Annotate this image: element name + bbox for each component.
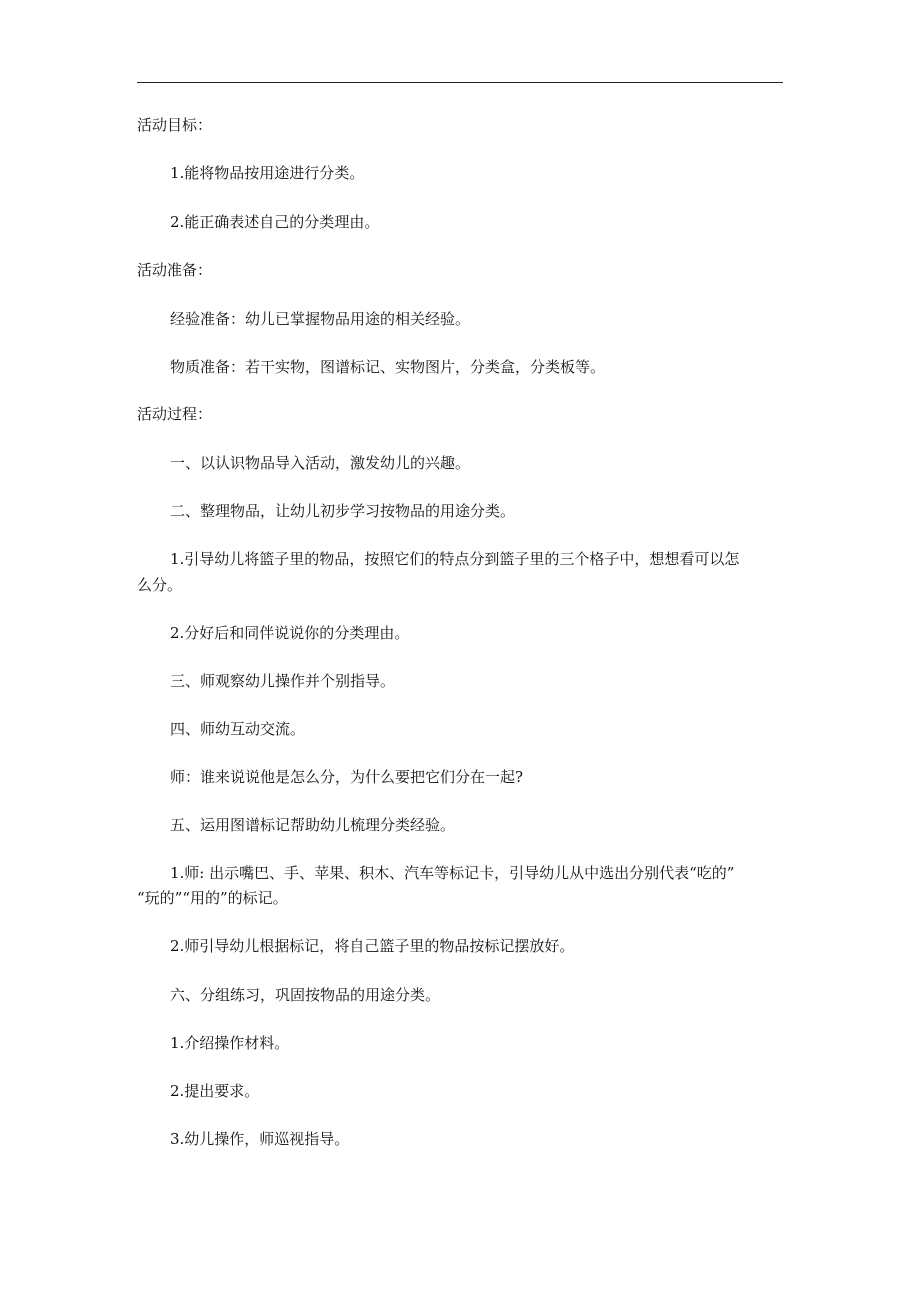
paragraph: 物质准备：若干实物，图谱标记、实物图片，分类盒，分类板等。: [170, 358, 606, 376]
paragraph: 2.提出要求。: [170, 1082, 260, 1100]
paragraph: 1.能将物品按用途进行分类。: [170, 164, 365, 182]
header-rule: [137, 82, 783, 83]
paragraph: 1.师: 出示嘴巴、手、苹果、积木、汽车等标记卡，引导幼儿从中选出分别代表“吃的”: [170, 864, 735, 882]
paragraph: 一、以认识物品导入活动，激发幼儿的兴趣。: [170, 454, 471, 472]
section-heading-preparation: 活动准备：: [137, 261, 213, 279]
paragraph: 四、师幼互动交流。: [170, 720, 306, 738]
section-heading-goals: 活动目标：: [137, 116, 213, 134]
paragraph: 3.幼儿操作，师巡视指导。: [170, 1130, 350, 1148]
paragraph: 2.分好后和同伴说说你的分类理由。: [170, 624, 410, 642]
paragraph: 经验准备：幼儿已掌握物品用途的相关经验。: [170, 310, 471, 328]
paragraph-continuation: 么分。: [137, 576, 183, 594]
paragraph: 五、运用图谱标记帮助幼儿梳理分类经验。: [170, 816, 456, 834]
paragraph: 师：谁来说说他是怎么分，为什么要把它们分在一起?: [170, 768, 524, 786]
paragraph: 六、分组练习，巩固按物品的用途分类。: [170, 986, 441, 1004]
paragraph-continuation: “玩的”“用的”的标记。: [137, 889, 288, 907]
paragraph: 二、整理物品，让幼儿初步学习按物品的用途分类。: [170, 502, 516, 520]
section-heading-process: 活动过程：: [137, 405, 213, 423]
paragraph: 2.师引导幼儿根据标记，将自己篮子里的物品按标记摆放好。: [170, 937, 575, 955]
paragraph: 1.引导幼儿将篮子里的物品，按照它们的特点分到篮子里的三个格子中，想想看可以怎: [170, 550, 740, 568]
paragraph: 三、师观察幼儿操作并个别指导。: [170, 672, 396, 690]
paragraph: 1.介绍操作材料。: [170, 1034, 290, 1052]
paragraph: 2.能正确表述自己的分类理由。: [170, 213, 380, 231]
